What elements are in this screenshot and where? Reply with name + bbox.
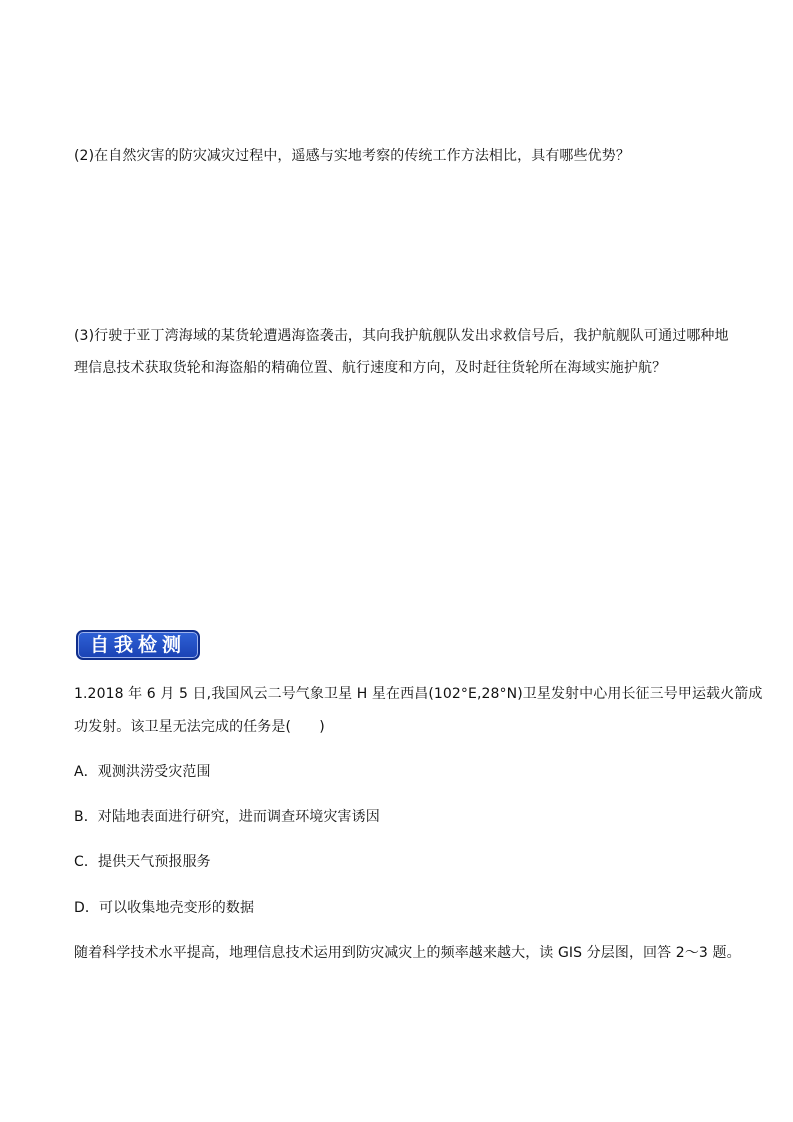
option-a: A．观测洪涝受灾范围 [74, 764, 211, 780]
question-3-line-2: 理信息技术获取货轮和海盗船的精确位置、航行速度和方向，及时赶往货轮所在海域实施护航？ [74, 360, 667, 376]
section-badge-self-check: 自我检测 [76, 630, 200, 660]
option-d: D．可以收集地壳变形的数据 [74, 900, 255, 916]
questions-2-3-intro: 随着科学技术水平提高，地理信息技术运用到防灾减灾上的频率越来越大，读 GIS 分层图，回答 2～3 题。 [74, 945, 741, 961]
option-c: C．提供天气预报服务 [74, 854, 211, 870]
option-b: B．对陆地表面进行研究，进而调查环境灾害诱因 [74, 809, 380, 825]
question-2-text: (2)在自然灾害的防灾减灾过程中，遥感与实地考察的传统工作方法相比，具有哪些优势？ [74, 148, 630, 164]
question-1-line-1: 1.2018 年 6 月 5 日,我国风云二号气象卫星 H 星在西昌(102°E,28°N)卫星发射中心用长征三号甲运载火箭成 [74, 686, 763, 702]
question-1-line-2: 功发射。该卫星无法完成的任务是( ) [74, 719, 325, 735]
question-3-line-1: (3)行驶于亚丁湾海域的某货轮遭遇海盗袭击，其向我护航舰队发出求救信号后，我护航舰队可通过哪种地 [74, 328, 729, 344]
